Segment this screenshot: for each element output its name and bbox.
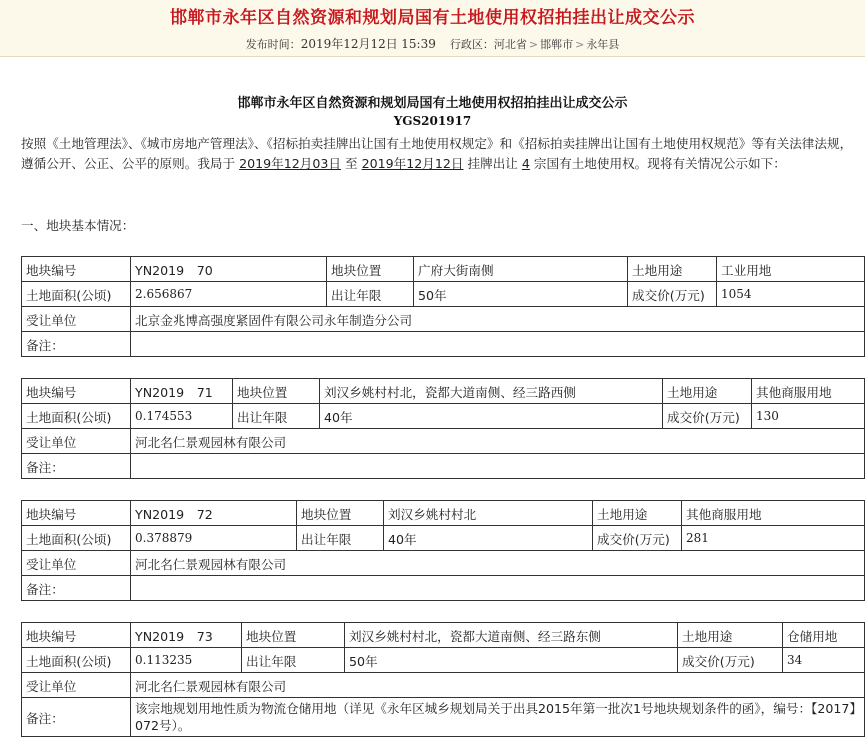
label-area: 土地面积(公顷) — [22, 282, 131, 307]
parcel-price: 130 — [752, 404, 865, 429]
label-parcel-id: 地块编号 — [22, 379, 131, 404]
intro-text: 至 — [341, 156, 362, 171]
label-location: 地块位置 — [327, 257, 414, 282]
breadcrumb — [494, 38, 619, 51]
table-row — [22, 454, 865, 479]
parcel-table — [21, 378, 865, 479]
table-row — [22, 429, 865, 454]
parcel-area: 2.656867 — [131, 282, 327, 307]
parcel-term: 50年 — [345, 648, 678, 673]
label-term: 出让年限 — [233, 404, 320, 429]
section-heading: 一、地块基本情况： — [21, 218, 135, 233]
label-location: 地块位置 — [297, 501, 384, 526]
page-title: 邯郸市永年区自然资源和规划局国有土地使用权招拍挂出让成交公示 — [170, 8, 695, 28]
label-land-use: 土地用途 — [678, 623, 783, 648]
parcel-remark — [131, 332, 865, 357]
parcel-land-use: 其他商服用地 — [752, 379, 865, 404]
parcel-id: YN2019 72 — [131, 501, 297, 526]
intro-text: 宗国有土地使用权。现将有关情况公示如下： — [529, 156, 786, 171]
label-land-use: 土地用途 — [593, 501, 682, 526]
label-grantee: 受让单位 — [22, 551, 131, 576]
publish-time: 15:39 — [401, 37, 436, 51]
parcel-price: 34 — [783, 648, 865, 673]
label-area: 土地面积(公顷) — [22, 526, 131, 551]
parcel-id: YN2019 71 — [131, 379, 233, 404]
parcel-grantee: 河北名仁景观园林有限公司 — [131, 429, 865, 454]
label-price: 成交价(万元) — [593, 526, 682, 551]
parcel-location: 广府大街南侧 — [414, 257, 628, 282]
parcel-table — [21, 622, 865, 737]
label-area: 土地面积(公顷) — [22, 404, 131, 429]
region-city[interactable]: 邯郸市 — [540, 38, 574, 51]
table-row — [22, 257, 865, 282]
parcel-id: YN2019 70 — [131, 257, 327, 282]
intro-paragraph — [21, 134, 863, 174]
label-remark: 备注： — [22, 576, 131, 601]
label-term: 出让年限 — [327, 282, 414, 307]
publish-date: 2019年12月12日 — [300, 37, 398, 51]
parcel-land-use: 仓储用地 — [783, 623, 865, 648]
parcel-grantee: 河北名仁景观园林有限公司 — [131, 673, 865, 698]
table-row — [22, 673, 865, 698]
table-row — [22, 551, 865, 576]
label-price: 成交价(万元) — [628, 282, 717, 307]
parcel-area: 0.113235 — [131, 648, 242, 673]
region-county[interactable]: 永年县 — [586, 38, 620, 51]
label-parcel-id: 地块编号 — [22, 257, 131, 282]
parcel-price: 1054 — [717, 282, 865, 307]
label-remark: 备注： — [22, 454, 131, 479]
parcel-term: 40年 — [384, 526, 593, 551]
region-label: 行政区： — [449, 38, 494, 51]
parcel-remark: 该宗地规划用地性质为物流仓储用地（详见《永年区城乡规划局关于出具2015年第一批次1号地块规划条件的函》，编号：【2017】072号）。 — [131, 698, 865, 737]
parcel-remark — [131, 454, 865, 479]
label-term: 出让年限 — [242, 648, 345, 673]
document-title: 邯郸市永年区自然资源和规划局国有土地使用权招拍挂出让成交公示 — [237, 96, 628, 111]
parcel-term: 40年 — [320, 404, 663, 429]
intro-text: 挂牌出让 — [463, 156, 522, 171]
table-row — [22, 623, 865, 648]
table-row — [22, 282, 865, 307]
publish-meta — [0, 35, 865, 52]
intro-text: 按照《土地管理法》、《城市房地产管理法》、《招标拍卖挂牌出让国有土地使用权规定》和《招标拍卖挂牌出让国有土地使用权规范》等有关法律法规，遵循公开、公正、公平的原则。我局于 — [21, 136, 853, 171]
table-row — [22, 648, 865, 673]
end-date: 2019年12月12日 — [361, 156, 464, 171]
table-row — [22, 698, 865, 737]
parcel-price: 281 — [682, 526, 865, 551]
label-land-use: 土地用途 — [663, 379, 752, 404]
parcel-grantee: 北京金兆博高强度紧固件有限公司永年制造分公司 — [131, 307, 865, 332]
label-location: 地块位置 — [233, 379, 320, 404]
table-row — [22, 404, 865, 429]
parcel-term: 50年 — [414, 282, 628, 307]
label-location: 地块位置 — [242, 623, 345, 648]
parcel-area: 0.378879 — [131, 526, 297, 551]
label-parcel-id: 地块编号 — [22, 623, 131, 648]
parcel-location: 刘汉乡姚村村北，瓷都大道南侧、经三路西侧 — [320, 379, 663, 404]
label-grantee: 受让单位 — [22, 673, 131, 698]
start-date: 2019年12月03日 — [239, 156, 341, 171]
region-province[interactable]: 河北省 — [493, 38, 527, 51]
table-row — [22, 307, 865, 332]
parcel-location: 刘汉乡姚村村北，瓷都大道南侧、经三路东侧 — [345, 623, 678, 648]
breadcrumb-separator: > — [528, 38, 539, 51]
parcel-area: 0.174553 — [131, 404, 233, 429]
table-row — [22, 526, 865, 551]
label-grantee: 受让单位 — [22, 429, 131, 454]
table-row — [22, 379, 865, 404]
parcel-land-use: 工业用地 — [717, 257, 865, 282]
table-row — [22, 501, 865, 526]
label-term: 出让年限 — [297, 526, 384, 551]
table-row — [22, 332, 865, 357]
parcel-table — [21, 500, 865, 601]
page-header — [0, 0, 865, 57]
parcel-land-use: 其他商服用地 — [682, 501, 865, 526]
breadcrumb-separator: > — [575, 38, 585, 51]
parcel-grantee: 河北名仁景观园林有限公司 — [131, 551, 865, 576]
label-parcel-id: 地块编号 — [22, 501, 131, 526]
label-price: 成交价(万元) — [678, 648, 783, 673]
parcel-count: 4 — [521, 156, 530, 171]
label-remark: 备注： — [22, 698, 131, 737]
publish-label: 发布时间： — [245, 38, 301, 51]
label-land-use: 土地用途 — [628, 257, 717, 282]
parcel-table — [21, 256, 865, 357]
parcel-remark — [131, 576, 865, 601]
label-remark: 备注： — [22, 332, 131, 357]
document-number: YGS201917 — [393, 114, 472, 128]
table-row — [22, 576, 865, 601]
parcel-id: YN2019 73 — [131, 623, 242, 648]
label-area: 土地面积(公顷) — [22, 648, 131, 673]
label-price: 成交价(万元) — [663, 404, 752, 429]
parcel-location: 刘汉乡姚村村北 — [384, 501, 593, 526]
label-grantee: 受让单位 — [22, 307, 131, 332]
